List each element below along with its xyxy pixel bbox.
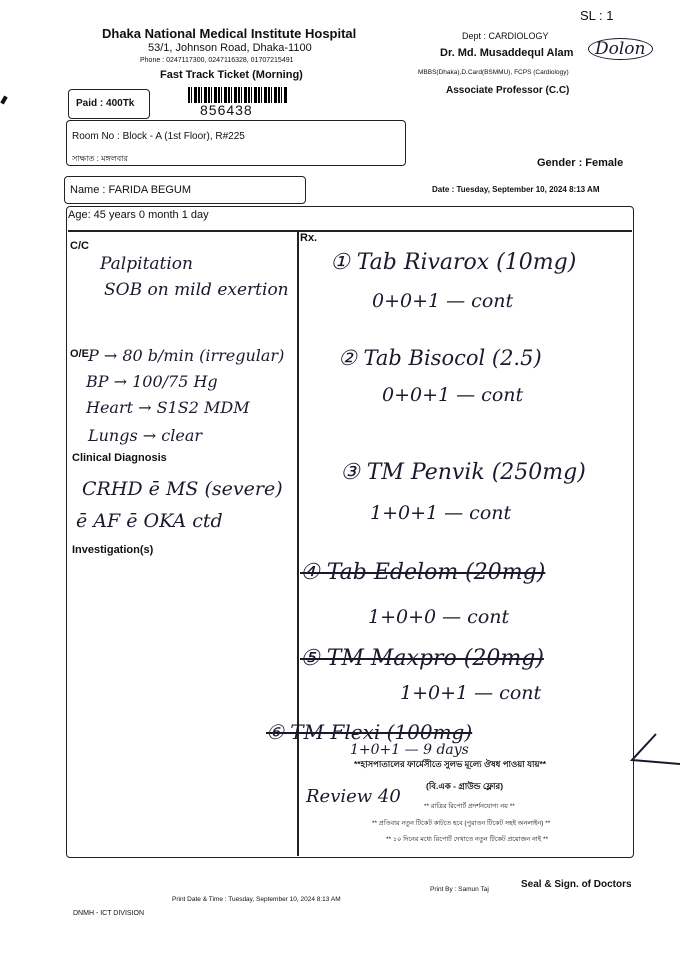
prescription-box	[66, 206, 634, 858]
doctor-title: Associate Professor (C.C)	[446, 85, 570, 96]
doctor-degrees: MBBS(Dhaka),D.Card(BSMMU), FCPS (Cardiology)	[418, 69, 569, 76]
hw-rx-4-dose: 1+0+0 — cont	[368, 606, 510, 628]
hw-rx-1-dose: 0+0+1 — cont	[372, 290, 514, 312]
barcode	[188, 87, 288, 103]
edge-mark	[0, 96, 7, 105]
doctor-name: Dr. Md. Musaddequl Alam	[440, 47, 574, 59]
patient-name: Name : FARIDA BEGUM	[70, 184, 192, 196]
hw-rx-3-dose: 1+0+1 — cont	[370, 502, 512, 524]
hw-cc-2: SOB on mild exertion	[104, 280, 289, 300]
hospital-address: 53/1, Johnson Road, Dhaka-1100	[148, 42, 312, 54]
hospital-name: Dhaka National Medical Institute Hospital	[102, 26, 357, 41]
hw-rx-4: ④ Tab Edelom (20mg)	[300, 560, 546, 585]
patient-age: Age: 45 years 0 month 1 day	[68, 209, 209, 221]
seal-sign-label: Seal & Sign. of Doctors	[521, 879, 632, 890]
hw-oe-4: Lungs → clear	[88, 426, 202, 445]
clinical-diagnosis-label: Clinical Diagnosis	[72, 452, 167, 464]
footer-print-by: Print By : Samun Taj	[430, 886, 489, 893]
pharmacy-note: **হাসপাতালের ফার্মেসীতে সুলভ মূল্যে ঔষধ পাওয়া যায়**	[354, 759, 547, 769]
patient-name-box	[64, 176, 306, 204]
hw-followup: Review 40	[306, 786, 401, 807]
hw-rx-3: ③ TM Penvik (250mg)	[340, 460, 586, 485]
cc-label: C/C	[70, 240, 89, 252]
ticket-number: 856438	[200, 102, 253, 118]
hw-dx-2: ē AF ē OKA ctd	[76, 510, 223, 532]
hw-rx-5-dose: 1+0+1 — cont	[400, 682, 542, 704]
note-2: ** প্রতিবার নতুন টিকেট কাটতে হবে (পুরাতন টিকেট সহই অনলাইন) **	[372, 820, 551, 827]
doctor-handwritten-tag: Dolon	[588, 38, 653, 60]
rx-divider-horizontal	[68, 230, 632, 232]
serial-number: SL : 1	[580, 8, 614, 23]
room-number: Room No : Block - A (1st Floor), R#225	[72, 131, 245, 142]
patient-gender: Gender : Female	[537, 157, 624, 169]
hw-dx-1: CRHD ē MS (severe)	[82, 478, 283, 500]
margin-mark	[626, 730, 686, 780]
hw-rx-5: ⑤ TM Maxpro (20mg)	[300, 646, 544, 671]
investigations-label: Investigation(s)	[72, 544, 154, 556]
hw-rx-6-dose: 1+0+1 — 9 days	[350, 742, 469, 758]
ticket-type: Fast Track Ticket (Morning)	[160, 69, 303, 81]
visit-day: সাক্ষাত : মঙ্গলবার	[72, 154, 128, 163]
oe-label: O/E	[70, 348, 89, 360]
hw-oe-2: BP → 100/75 Hg	[86, 372, 218, 391]
paid-amount: Paid : 400Tk	[76, 98, 135, 109]
hw-rx-6: ⑥ TM Flexi (100mg)	[266, 720, 473, 744]
visit-date: Date : Tuesday, September 10, 2024 8:13 AM	[432, 185, 600, 194]
hw-cc-1: Palpitation	[100, 254, 193, 274]
rx-label: Rx.	[300, 232, 318, 244]
hw-oe-1: P → 80 b/min (irregular)	[88, 346, 285, 365]
dept-label: Dept : CARDIOLOGY	[462, 31, 549, 41]
hw-oe-3: Heart → S1S2 MDM	[86, 398, 250, 417]
paid-box	[68, 89, 150, 119]
ground-floor-note: (বি.এক - গ্রাউন্ড ফ্লোর)	[426, 781, 504, 791]
hospital-phone: Phone : 0247117300, 0247116328, 01707215491	[140, 57, 294, 64]
note-1: ** রাত্রির রিপোর্ট প্রদর্শনযোগ্য নয় **	[424, 803, 515, 810]
hw-rx-1: ① Tab Rivarox (10mg)	[330, 250, 577, 275]
hw-rx-2-dose: 0+0+1 — cont	[382, 384, 524, 406]
rx-divider-vertical	[297, 230, 299, 856]
footer-division: DNMH - ICT DIVISION	[73, 910, 145, 917]
hw-rx-2: ② Tab Bisocol (2.5)	[338, 346, 542, 370]
footer-print-date: Print Date & Time : Tuesday, September 10, 2024 8:13 AM	[172, 896, 341, 903]
room-box	[66, 120, 406, 166]
note-3: ** ১০ দিনের মধ্যে রিপোর্ট দেখাতে নতুন টিকেট প্রয়োজন নাই **	[386, 836, 549, 843]
